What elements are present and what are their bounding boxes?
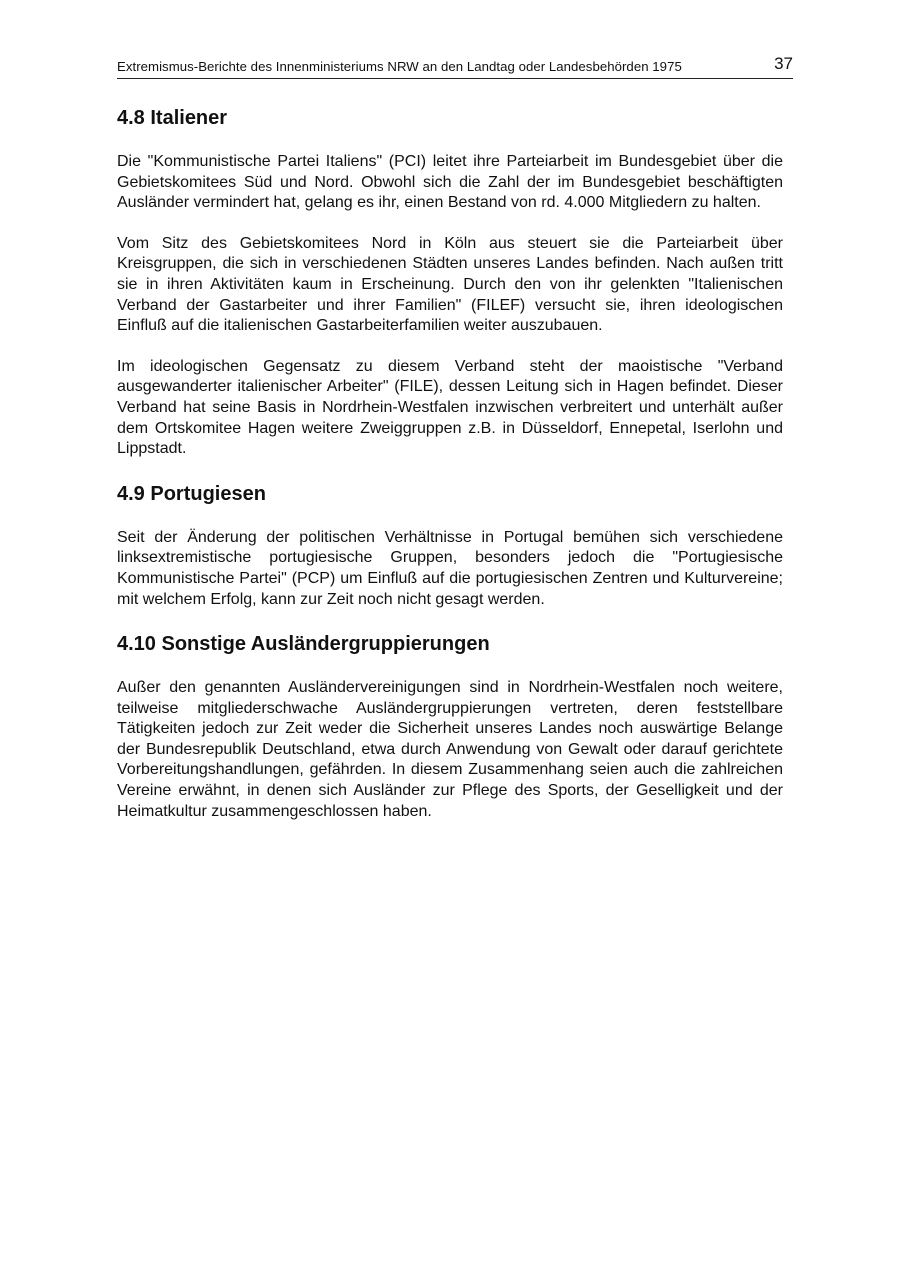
running-header [117, 52, 793, 79]
paragraph: Außer den genannten Ausländervereinigungen sind in Nordrhein-Westfalen noch weitere, teilweise mitgliederschwache Ausländergruppierungen vertreten, deren feststellbare Tätigkeiten jedoch zur Zeit weder die Sicherheit unseres Landes noch auswärtige Belange der Bundesrepublik Deutschland, etwa durch Anwendung von Gewalt oder darauf gerichtete Vorbereitungshandlungen, gefährden. In diesem Zusammenhang seien auch die zahlreichen Vereine erwähnt, in denen sich Ausländer zur Pflege des Sports, der Geselligkeit und der Heimatkultur zusammengeschlossen haben. [117, 679, 783, 820]
section-heading: 4.8 Italiener [117, 107, 228, 129]
header-title: Extremismus-Berichte des Innenministeriums NRW an den Landtag oder Landesbehörden 1975 [117, 59, 682, 74]
section-portugiesen [117, 480, 783, 610]
section-heading: 4.10 Sonstige Ausländergruppierungen [117, 633, 490, 656]
document-body [117, 104, 783, 842]
paragraph: Im ideologischen Gegensatz zu diesem Verband steht der maoistische "Verband ausgewanderter italienischer Arbeiter" (FILE), dessen Leitung sich in Hagen befindet. Dieser Verband hat seine Basis in Nordrhein-Westfalen inzwischen verbreitert und unterhält außer dem Ortskomitee Hagen weitere Zweiggruppen z.B. in Düsseldorf, Ennepetal, Iserlohn und Lippstadt. [117, 357, 783, 458]
paragraph: Vom Sitz des Gebietskomitees Nord in Köln aus steuert sie die Parteiarbeit über Kreisgruppen, die sich in verschiedenen Städten unseres Landes befinden. Nach außen tritt sie in ihren Aktivitäten kaum in Erscheinung. Durch den von ihr gelenkten "Italienischen Verband der Gastarbeiter und ihrer Familien" (FILEF) versucht sie, ihren ideologischen Einfluß auf die italienischen Gastarbeiterfamilien weiter auszubauen. [117, 234, 783, 335]
section-italiener [117, 104, 783, 460]
section-sonstige-auslaendergruppierungen [117, 630, 783, 822]
section-heading: 4.9 Portugiesen [117, 482, 266, 505]
page-number: 37 [774, 54, 793, 73]
paragraph: Die "Kommunistische Partei Italiens" (PCI) leitet ihre Parteiarbeit im Bundesgebiet über die Gebietskomitees Süd und Nord. Obwohl sich die Zahl der im Bundesgebiet beschäftigten Ausländer vermindert hat, gelang es ihr, einen Bestand von rd. 4.000 Mitgliedern zu halten. [117, 153, 783, 212]
paragraph: Seit der Änderung der politischen Verhältnisse in Portugal bemühen sich verschiedene linksextremistische portugiesische Gruppen, besonders jedoch die "Portugiesische Kommunistische Partei" (PCP) um Einfluß auf die portugiesischen Zentren und Kulturvereine; mit welchem Erfolg, kann zur Zeit noch nicht gesagt werden. [117, 528, 783, 608]
